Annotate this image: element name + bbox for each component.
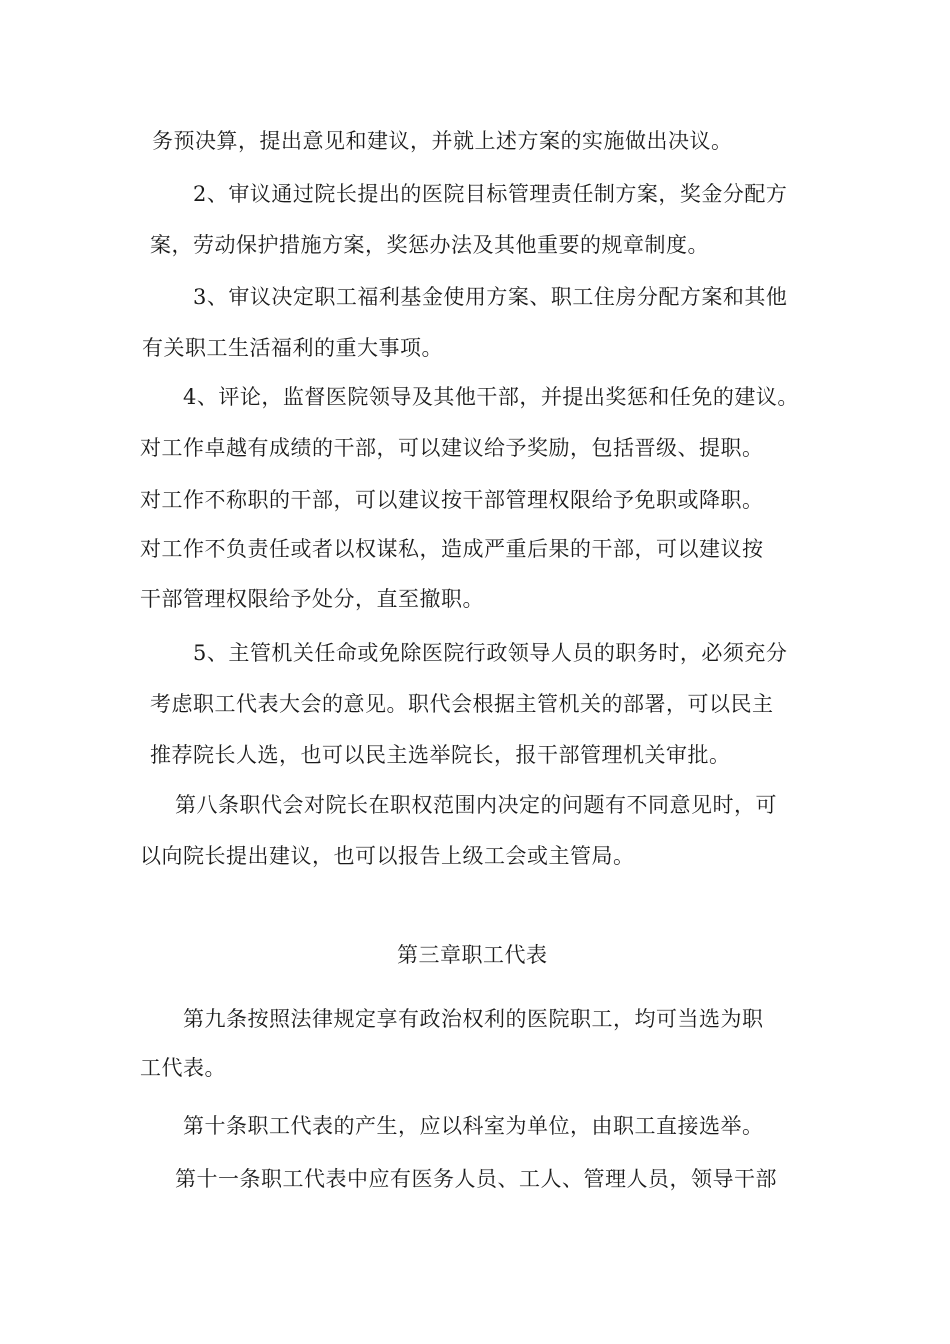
text-line: 对工作不负责任或者以权谋私，造成严重后果的干部，可以建议按: [140, 537, 764, 561]
text-line: 第十一条职工代表中应有医务人员、工人、管理人员，领导干部: [175, 1167, 777, 1191]
text-line: 第八条职代会对院长在职权范围内决定的问题有不同意见时，可: [175, 793, 777, 817]
text-line: 第九条按照法律规定享有政治权利的医院职工，均可当选为职: [183, 1007, 764, 1031]
text-line: 工代表。: [140, 1056, 226, 1080]
text-line: 对工作不称职的干部，可以建议按干部管理权限给予免职或降职。: [140, 488, 764, 512]
chapter-heading: 第三章职工代表: [397, 943, 548, 967]
text-line: 4、评论，监督医院领导及其他干部，并提出奖惩和任免的建议。: [183, 385, 799, 409]
text-line: 以向院长提出建议，也可以报告上级工会或主管局。: [140, 844, 635, 868]
text-line: 干部管理权限给予处分，直至撤职。: [140, 587, 484, 611]
text-line: 3、审议决定职工福利基金使用方案、职工住房分配方案和其他: [193, 285, 788, 309]
text-line: 5、主管机关任命或免除医院行政领导人员的职务时，必须充分: [193, 641, 788, 665]
text-line: 2、审议通过院长提出的医院目标管理责任制方案，奖金分配方: [193, 182, 788, 206]
text-line: 务预决算，提出意见和建议，并就上述方案的实施做出决议。: [152, 129, 733, 153]
text-line: 第十条职工代表的产生，应以科室为单位，由职工直接选举。: [183, 1114, 764, 1138]
text-line: 有关职工生活福利的重大事项。: [142, 336, 443, 360]
text-line: 案，劳动保护措施方案，奖惩办法及其他重要的规章制度。: [150, 233, 709, 257]
text-line: 推荐院长人选，也可以民主选举院长，报干部管理机关审批。: [150, 743, 731, 767]
text-line: 考虑职工代表大会的意见。职代会根据主管机关的部署，可以民主: [150, 692, 774, 716]
text-line: 对工作卓越有成绩的干部，可以建议给予奖励，包括晋级、提职。: [140, 436, 764, 460]
